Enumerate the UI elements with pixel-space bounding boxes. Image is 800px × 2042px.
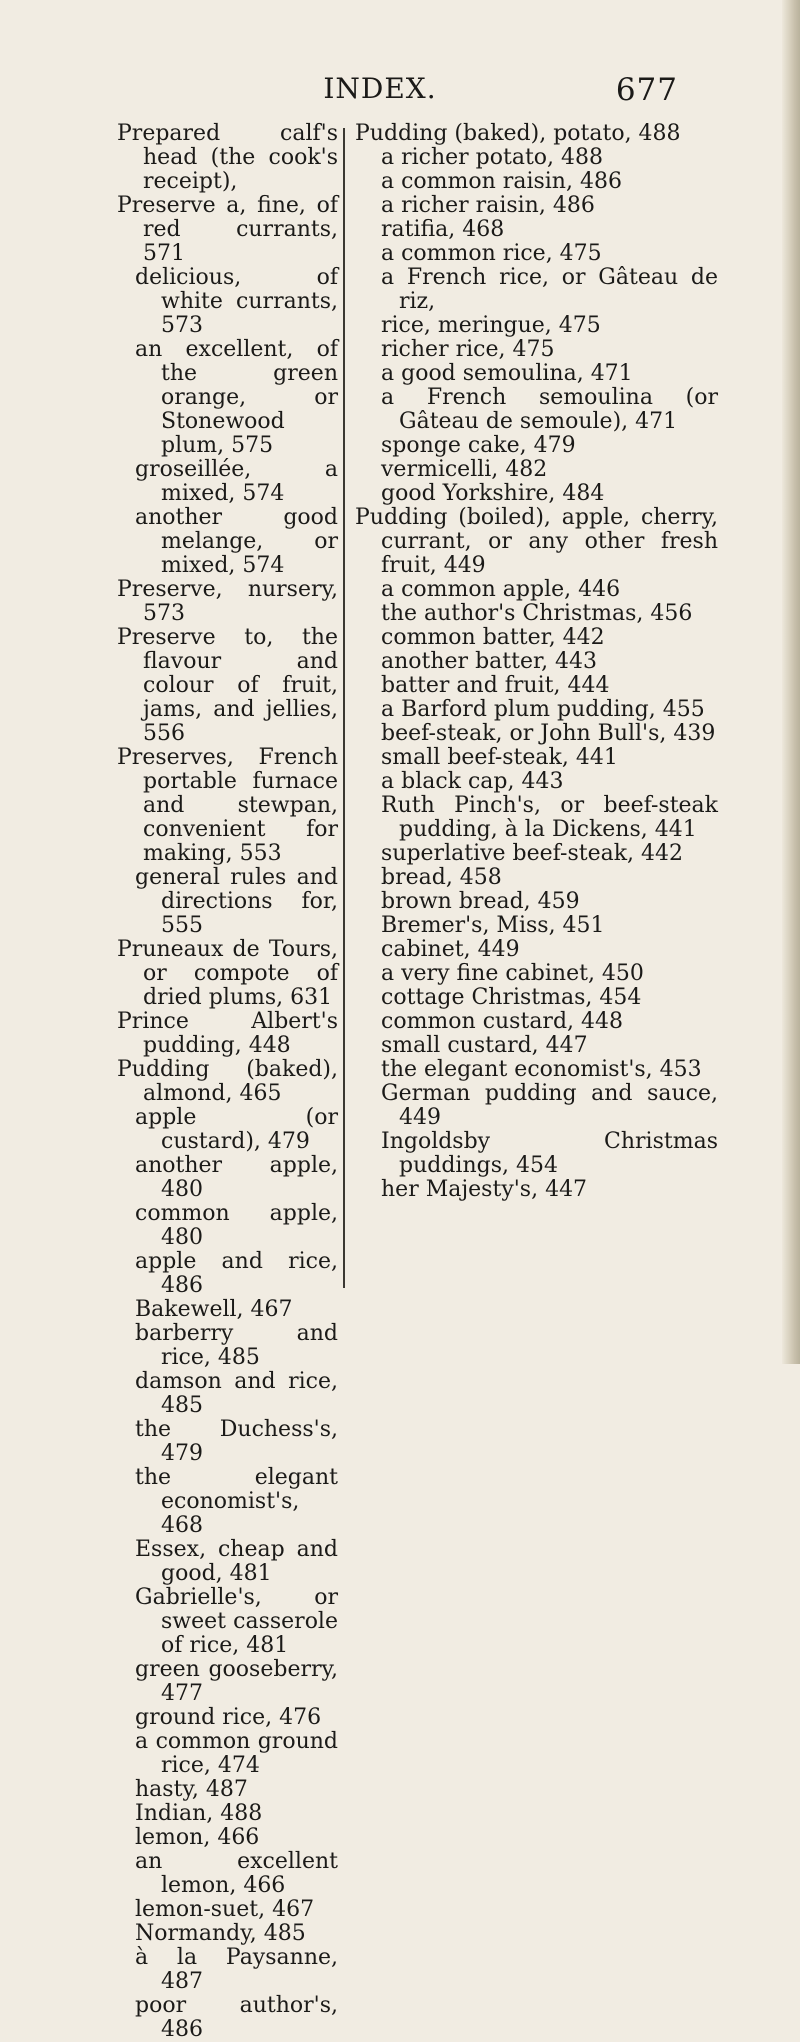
index-entry: cottage Christmas, 454 xyxy=(381,985,642,1010)
running-title: INDEX. xyxy=(323,72,437,105)
index-entry: general rules and directions for, 555 xyxy=(135,865,338,938)
index-entry: sponge cake, 479 xyxy=(381,433,576,458)
index-entry: Ruth Pinch's, or beef-steak pudding, à la Dickens, 441 xyxy=(381,793,718,842)
index-entry: small custard, 447 xyxy=(381,1033,588,1058)
index-entry: Preserve to, the flavour and colour of fruit, jams, and jellies, 556 xyxy=(117,625,338,746)
index-column-right xyxy=(355,122,718,1202)
index-entry: Pudding (boiled), apple, cherry, currant, or any other fresh fruit, 449 xyxy=(355,505,718,578)
index-entry: the author's Christmas, 456 xyxy=(381,601,693,626)
page-edge-shadow xyxy=(782,0,800,1364)
index-entry: an excellent, of the green orange, or Stonewood plum, 575 xyxy=(135,337,338,458)
index-entry: Preserve, nursery, 573 xyxy=(117,577,338,626)
index-entry: delicious, of white currants, 573 xyxy=(135,265,338,338)
index-entry: a common raisin, 486 xyxy=(381,169,622,194)
index-entry: her Majesty's, 447 xyxy=(381,1177,588,1202)
index-entry: lemon, 466 xyxy=(135,1825,260,1850)
index-entry: bread, 458 xyxy=(381,865,502,890)
index-entry: Gabrielle's, or sweet casserole of rice, 481 xyxy=(135,1585,338,1658)
index-entry: a French rice, or Gâteau de riz, xyxy=(381,265,718,314)
index-entry: batter and fruit, 444 xyxy=(381,673,610,698)
index-entry: a good semoulina, 471 xyxy=(381,361,633,386)
index-column-left xyxy=(117,122,338,2042)
index-entry: another good melange, or mixed, 574 xyxy=(135,505,338,578)
index-entry: Prepared calf's head (the cook's receipt), xyxy=(117,121,338,194)
index-entry: cabinet, 449 xyxy=(381,937,520,962)
index-entry: Normandy, 485 xyxy=(135,1921,306,1946)
index-entry: common custard, 448 xyxy=(381,1009,624,1034)
index-entry: apple and rice, 486 xyxy=(135,1249,338,1298)
index-entry: an excellent lemon, 466 xyxy=(135,1849,338,1898)
page-number: 677 xyxy=(615,72,678,108)
index-entry: poor author's, 486 xyxy=(135,1993,338,2042)
index-entry: another apple, 480 xyxy=(135,1153,338,1202)
index-entry: a common rice, 475 xyxy=(381,241,602,266)
index-entry: rice, meringue, 475 xyxy=(381,313,601,338)
index-entry: Preserves, French portable furnace and stewpan, convenient for making, 553 xyxy=(117,745,338,866)
index-entry: hasty, 487 xyxy=(135,1777,248,1802)
index-entry: the elegant economist's, 453 xyxy=(381,1057,702,1082)
index-entry: Pruneaux de Tours, or compote of dried plums, 631 xyxy=(117,937,338,1010)
index-entry: barberry and rice, 485 xyxy=(135,1321,338,1370)
index-entry: Bakewell, 467 xyxy=(135,1297,293,1322)
index-entry: common apple, 480 xyxy=(135,1201,338,1250)
index-entry: small beef-steak, 441 xyxy=(381,745,618,770)
index-entry: Pudding (baked), almond, 465 xyxy=(117,1057,338,1106)
index-entry: damson and rice, 485 xyxy=(135,1369,338,1418)
index-entry: a very fine cabinet, 450 xyxy=(381,961,644,986)
index-entry: a Barford plum pudding, 455 xyxy=(381,697,705,722)
index-entry: the Duchess's, 479 xyxy=(135,1417,338,1466)
index-entry: Pudding (baked), potato, 488 xyxy=(355,121,681,146)
index-entry: ground rice, 476 xyxy=(135,1705,322,1730)
index-entry: Prince Albert's pudding, 448 xyxy=(117,1009,338,1058)
index-entry: Ingoldsby Christmas puddings, 454 xyxy=(381,1129,718,1178)
index-entry: Indian, 488 xyxy=(135,1801,263,1826)
index-entry: green gooseberry, 477 xyxy=(135,1657,338,1706)
index-entry: groseillée, a mixed, 574 xyxy=(135,457,338,506)
index-entry: common batter, 442 xyxy=(381,625,605,650)
index-entry: another batter, 443 xyxy=(381,649,598,674)
index-entry: superlative beef-steak, 442 xyxy=(381,841,684,866)
index-entry: German pudding and sauce, 449 xyxy=(381,1081,718,1130)
index-entry: richer rice, 475 xyxy=(381,337,555,362)
index-entry: Bremer's, Miss, 451 xyxy=(381,913,605,938)
index-entry: ratifia, 468 xyxy=(381,217,505,242)
column-divider xyxy=(343,128,345,1288)
index-entry: vermicelli, 482 xyxy=(381,457,548,482)
index-entry: a richer potato, 488 xyxy=(381,145,604,170)
index-entry: a common apple, 446 xyxy=(381,577,621,602)
index-entry: Preserve a, fine, of red currants, 571 xyxy=(117,193,338,266)
index-entry: the elegant economist's, 468 xyxy=(135,1465,338,1538)
index-entry: a common ground rice, 474 xyxy=(135,1729,338,1778)
index-entry: beef-steak, or John Bull's, 439 xyxy=(381,721,716,746)
index-entry: a richer raisin, 486 xyxy=(381,193,595,218)
index-entry: lemon-suet, 467 xyxy=(135,1897,315,1922)
index-entry: a black cap, 443 xyxy=(381,769,564,794)
index-entry: good Yorkshire, 484 xyxy=(381,481,605,506)
index-entry: Essex, cheap and good, 481 xyxy=(135,1537,338,1586)
index-entry: à la Paysanne, 487 xyxy=(135,1945,338,1994)
index-entry: apple (or custard), 479 xyxy=(135,1105,338,1154)
index-entry: brown bread, 459 xyxy=(381,889,580,914)
index-entry: a French semoulina (or Gâteau de semoule), 471 xyxy=(381,385,718,434)
page-header xyxy=(0,72,760,112)
